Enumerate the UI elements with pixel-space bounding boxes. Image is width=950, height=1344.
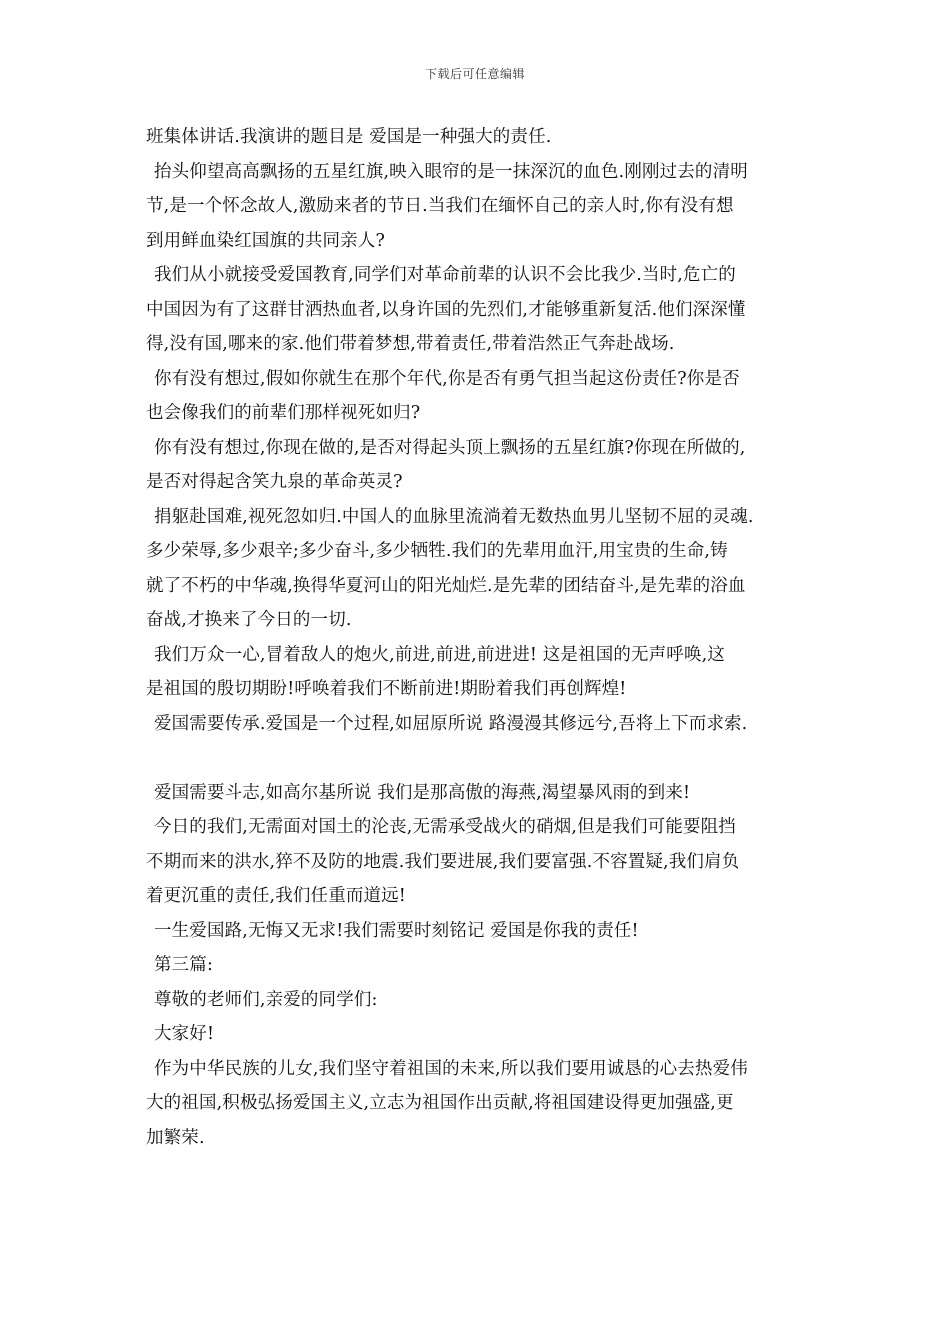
text-line: 我们万众一心,冒着敌人的炮火,前进,前进,前进进! 这是祖国的无声呼唤,这 <box>154 644 725 665</box>
text-line: 到用鲜血染红国旗的共同亲人? <box>146 230 385 251</box>
text-line: 着更沉重的责任,我们任重而道远! <box>146 886 406 906</box>
text-line: 大家好! <box>154 1024 215 1044</box>
text-line: 第三篇: <box>154 955 213 975</box>
text-line: 也会像我们的前辈们那样视死如归? <box>146 403 421 423</box>
text-line: 不期而来的洪水,猝不及防的地震.我们要进展,我们要富强.不容置疑,我们肩负 <box>146 851 740 872</box>
text-line: 爱国需要斗志,如高尔基所说 我们是那高傲的海燕,渴望暴风雨的到来! <box>154 782 691 803</box>
text-line: 得,没有国,哪来的家.他们带着梦想,带着责任,带着浩然正气奔赴战场. <box>146 334 675 354</box>
text-line: 加繁荣. <box>146 1127 205 1148</box>
text-line: 你有没有想过,假如你就生在那个年代,你是否有勇气担当起这份责任?你是否 <box>154 368 740 389</box>
text-line: 中国因为有了这群甘洒热血者,以身许国的先烈们,才能够重新复活.他们深深懂 <box>146 299 746 320</box>
blank-line <box>146 741 826 776</box>
document-body <box>146 120 826 1155</box>
page-header: 下载后可任意编辑 <box>424 67 525 81</box>
text-line: 班集体讲话.我演讲的题目是 爱国是一种强大的责任. <box>146 127 552 147</box>
text-line: 奋战,才换来了今日的一切. <box>146 610 352 630</box>
text-line: 尊敬的老师们,亲爱的同学们: <box>154 989 378 1010</box>
text-line: 作为中华民族的儿女,我们坚守着祖国的未来,所以我们要用诚恳的心去热爱伟 <box>154 1058 748 1079</box>
text-line: 就了不朽的中华魂,换得华夏河山的阳光灿烂.是先辈的团结奋斗,是先辈的浴血 <box>146 575 746 596</box>
text-line: 我们从小就接受爱国教育,同学们对革命前辈的认识不会比我少.当时,危亡的 <box>154 265 736 285</box>
text-line: 爱国需要传承.爱国是一个过程,如屈原所说 路漫漫其修远兮,吾将上下而求索. <box>154 713 748 734</box>
text-line: 今日的我们,无需面对国土的沦丧,无需承受战火的硝烟,但是我们可能要阻挡 <box>154 817 736 837</box>
text-line: 是否对得起含笑九泉的革命英灵? <box>146 472 403 492</box>
text-line: 多少荣辱,多少艰辛;多少奋斗,多少牺牲.我们的先辈用血汗,用宝贵的生命,铸 <box>146 541 728 561</box>
text-line: 你有没有想过,你现在做的,是否对得起头顶上飘扬的五星红旗?你现在所做的, <box>154 437 746 458</box>
text-line: 抬头仰望高高飘扬的五星红旗,映入眼帘的是一抹深沉的血色.刚刚过去的清明 <box>154 161 748 182</box>
text-line: 节,是一个怀念故人,激励来者的节日.当我们在缅怀自己的亲人时,你有没有想 <box>146 196 734 216</box>
text-line: 捐躯赴国难,视死忽如归.中国人的血脉里流淌着无数热血男儿坚韧不屈的灵魂. <box>154 506 754 527</box>
text-line: 大的祖国,积极弘扬爱国主义,立志为祖国作出贡献,将祖国建设得更加强盛,更 <box>146 1093 734 1113</box>
text-line: 一生爱国路,无悔又无求!我们需要时刻铭记 爱国是你我的责任! <box>154 920 639 941</box>
text-line: 是祖国的殷切期盼!呼唤着我们不断前进!期盼着我们再创辉煌! <box>146 679 627 699</box>
